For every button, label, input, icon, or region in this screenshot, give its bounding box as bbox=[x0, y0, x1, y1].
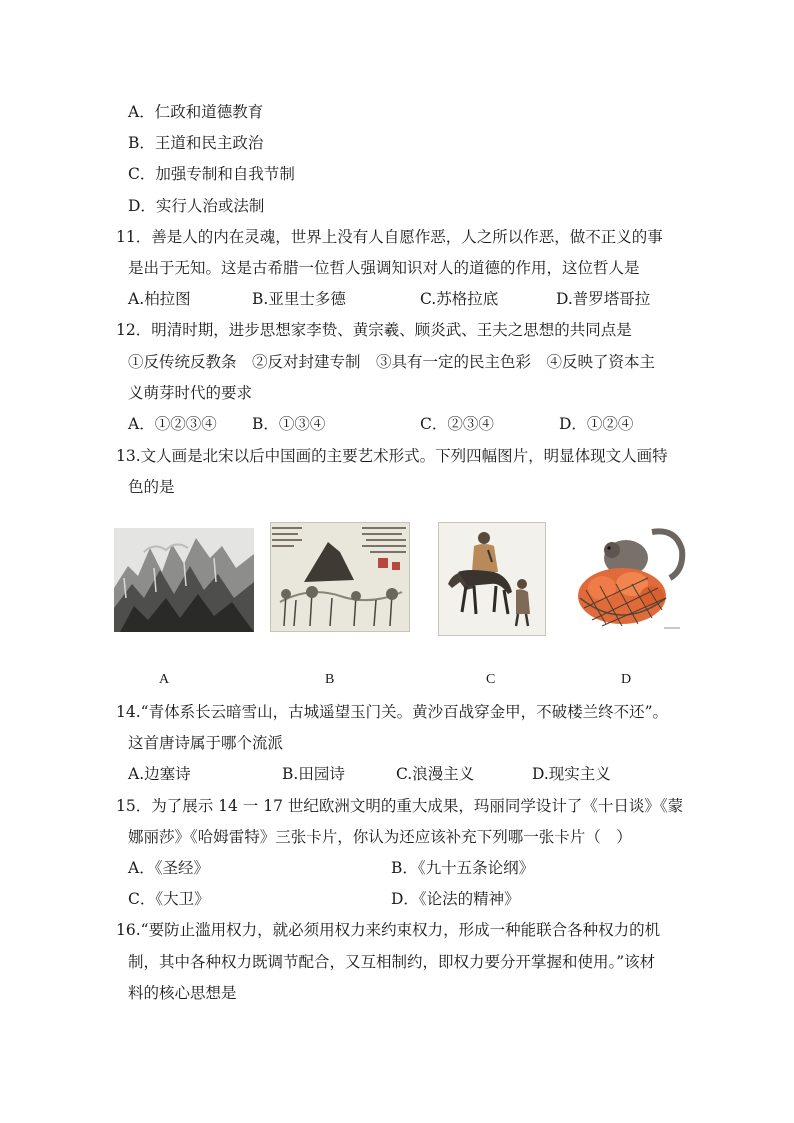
q11-options bbox=[128, 289, 688, 309]
q10-option-b: B．王道和民主政治 bbox=[128, 134, 264, 152]
painting-d-squirrel-persimmons bbox=[566, 528, 686, 636]
painting-caption-d: D bbox=[621, 672, 632, 687]
q11-stem-line1: 11．善是人的内在灵魂，世界上没有人自愿作恶，人之所以作恶，做不正义的事 bbox=[116, 228, 663, 246]
painting-caption-a: A bbox=[159, 672, 170, 687]
q14-stem-line1: 14.“青体系长云暗雪山，古城遥望玉门关。黄沙百战穿金甲，不破楼兰终不还”。 bbox=[116, 703, 669, 721]
q14-stem-line2: 这首唐诗属于哪个流派 bbox=[128, 734, 284, 752]
q12-stem-line1: 12．明清时期，进步思想家李贽、黄宗羲、顾炎武、王夫之思想的共同点是 bbox=[116, 321, 632, 339]
q11-option-b: B.亚里士多德 bbox=[252, 290, 346, 308]
q12-items-line1: ①反传统反教条 ②反对封建专制 ③具有一定的民主色彩 ④反映了资本主 bbox=[128, 353, 656, 371]
q14-option-a: A.边塞诗 bbox=[128, 765, 191, 783]
q12-option-a: A．①②③④ bbox=[128, 415, 217, 433]
painting-caption-b: B bbox=[325, 672, 335, 687]
q12-options bbox=[128, 414, 688, 434]
q10-option-d: D．实行人治或法制 bbox=[128, 197, 265, 215]
q11-stem-line2: 是出于无知。这是古希腊一位哲人强调知识对人的道德的作用，这位哲人是 bbox=[128, 259, 640, 277]
q15-option-b: B．《九十五条论纲》 bbox=[391, 859, 535, 877]
painting-caption-c: C bbox=[486, 672, 496, 687]
q14-option-c: C.浪漫主义 bbox=[396, 765, 475, 783]
q15-stem-line1: 15．为了展示 14 一 17 世纪欧洲文明的重大成果，玛丽同学设计了《十日谈》《蒙 bbox=[116, 797, 684, 815]
painting-c-rider-on-donkey bbox=[438, 522, 546, 636]
q15-option-c: C．《大卫》 bbox=[128, 890, 210, 908]
q15-options-row1 bbox=[128, 858, 688, 878]
q11-option-a: A.柏拉图 bbox=[128, 290, 191, 308]
q12-option-d: D．①②④ bbox=[559, 415, 634, 433]
q15-option-a: A．《圣经》 bbox=[128, 859, 209, 877]
q13-stem-line1: 13.文人画是北宋以后中国画的主要艺术形式。下列四幅图片，明显体现文人画特 bbox=[116, 447, 668, 465]
q10-option-a: A．仁政和道德教育 bbox=[128, 103, 264, 121]
q13-stem-line2: 色的是 bbox=[128, 478, 175, 496]
q15-stem-line2: 娜丽莎》《哈姆雷特》三张卡片，你认为还应该补充下列哪一张卡片（ ） bbox=[128, 828, 632, 846]
q15-options-row2 bbox=[128, 889, 688, 909]
q10-option-c: C．加强专制和自我节制 bbox=[128, 165, 295, 183]
q11-option-c: C.苏格拉底 bbox=[420, 290, 499, 308]
q14-option-b: B.田园诗 bbox=[282, 765, 345, 783]
q16-stem-line3: 料的核心思想是 bbox=[128, 984, 237, 1002]
painting-b-literati-landscape bbox=[270, 522, 410, 632]
q15-option-d: D．《论法的精神》 bbox=[391, 890, 520, 908]
q12-items-line2: 义萌芽时代的要求 bbox=[128, 384, 253, 402]
q16-stem-line2: 制，其中各种权力既调节配合，又互相制约，即权力要分开掌握和使用。”该材 bbox=[128, 953, 656, 971]
q16-stem-line1: 16.“要防止滥用权力，就必须用权力来约束权力，形成一种能联合各种权力的机 bbox=[116, 921, 661, 939]
q14-option-d: D.现实主义 bbox=[532, 765, 611, 783]
q11-option-d: D.普罗塔哥拉 bbox=[556, 290, 651, 308]
q14-options bbox=[128, 764, 688, 784]
q12-option-c: C．②③④ bbox=[420, 415, 494, 433]
q12-option-b: B．①③④ bbox=[252, 415, 326, 433]
painting-a-mountain-landscape bbox=[114, 528, 254, 632]
